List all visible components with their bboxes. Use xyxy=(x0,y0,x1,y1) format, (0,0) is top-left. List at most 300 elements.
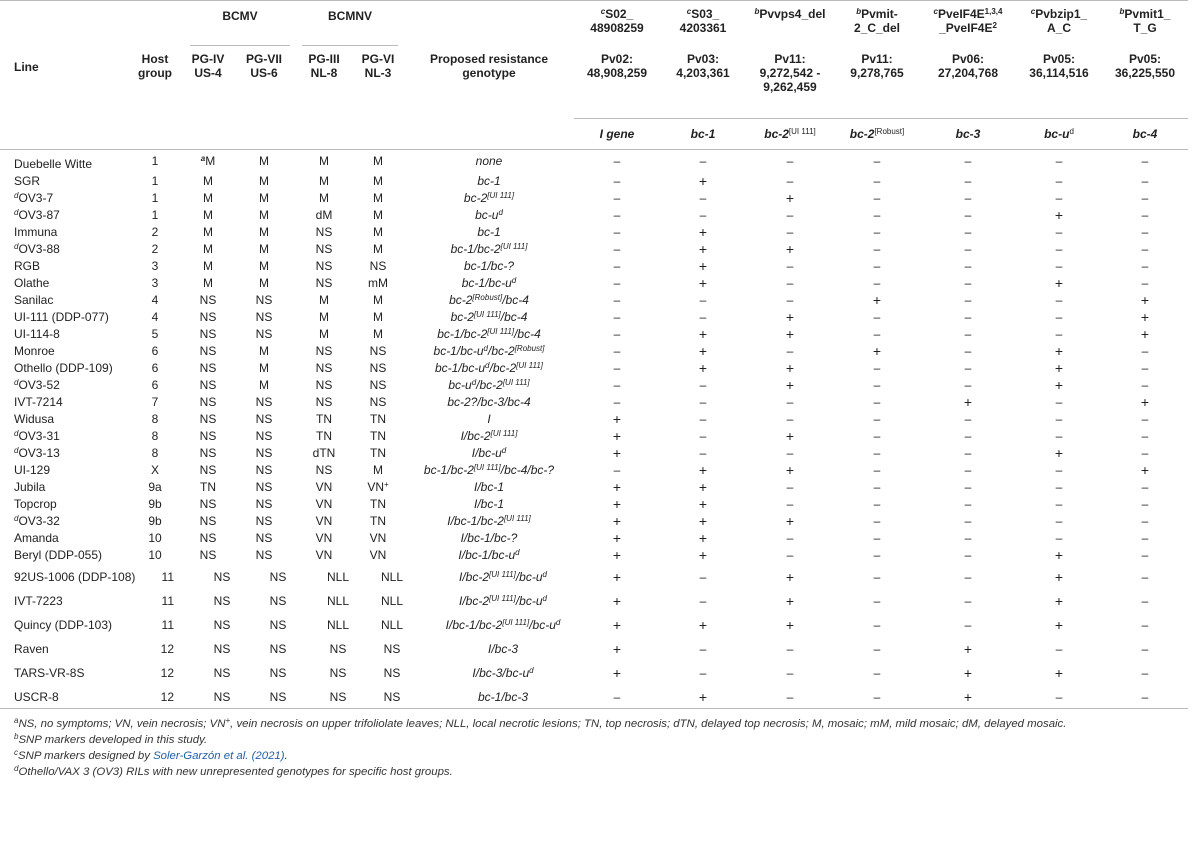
footnote-c: $^c$SNP markers designed by Soler-Garzón et al. (2021). xyxy=(14,748,288,762)
row-marker-5: – xyxy=(1055,153,1063,168)
row-marker-2: – xyxy=(786,445,794,460)
row-marker-6: – xyxy=(1141,153,1149,168)
table-row xyxy=(0,292,1188,309)
header-pathogroup-3: PG-VI NL-3 xyxy=(361,52,395,80)
header-gene-blank-6 xyxy=(404,118,574,149)
row-pathogroup-3: NLL xyxy=(380,617,403,632)
table-body xyxy=(0,149,1188,708)
row-marker-3: – xyxy=(873,224,881,239)
row-pathogroup-2: NS xyxy=(315,377,333,392)
row-pathogroup-2: NS xyxy=(315,258,333,273)
marker-gene-5: $bc-u^d$ xyxy=(1016,118,1102,149)
row-pathogroup-2: NS xyxy=(329,641,347,656)
table-row xyxy=(0,309,1188,326)
row-host-group: 8 xyxy=(151,445,159,460)
row-marker-2: + xyxy=(785,325,795,342)
row-marker-3: – xyxy=(873,496,881,511)
row-marker-3: – xyxy=(873,360,881,375)
marker-position-1: Pv03: 4,203,361 xyxy=(676,52,730,80)
row-marker-6: – xyxy=(1141,275,1149,290)
row-genotype: $I/bc-2[UI 111]/bc-u^d$ xyxy=(459,569,547,584)
row-marker-4: – xyxy=(964,153,972,168)
row-pathogroup-0: NS xyxy=(199,411,217,426)
table-row xyxy=(0,275,1188,292)
row-marker-0: – xyxy=(613,190,621,205)
table-row xyxy=(0,224,1188,241)
row-host-group: 1 xyxy=(151,207,159,222)
table-row xyxy=(0,258,1188,275)
row-pathogroup-3: mM xyxy=(368,275,388,290)
row-marker-3: – xyxy=(873,326,881,341)
row-marker-4: – xyxy=(964,360,972,375)
row-pathogroup-3: M xyxy=(373,241,383,256)
row-genotype: $bc-u^d/bc-2[UI 111]$ xyxy=(448,377,530,392)
row-marker-3: + xyxy=(872,291,882,308)
row-marker-6: + xyxy=(1140,393,1150,410)
row-marker-0: + xyxy=(612,512,622,529)
row-genotype: bc-1/bc-2[UI 111] xyxy=(450,241,528,256)
row-line: RGB xyxy=(14,258,41,273)
row-pathogroup-1: NS xyxy=(255,292,273,307)
row-host-group: 11 xyxy=(161,593,174,608)
row-marker-4: – xyxy=(964,513,972,528)
row-pathogroup-2: NS xyxy=(315,394,333,409)
row-pathogroup-1: NS xyxy=(232,684,296,709)
row-pathogroup-2: M xyxy=(319,326,329,341)
row-marker-5: + xyxy=(1054,342,1064,359)
row-line: Quincy (DDP-103) xyxy=(14,617,113,632)
header-gene-blank-5 xyxy=(352,118,404,149)
row-pathogroup-3: TN xyxy=(370,411,386,426)
row-marker-3: – xyxy=(873,309,881,324)
marker-position-3: Pv11: 9,278,765 xyxy=(850,52,904,80)
row-pathogroup-1: M xyxy=(259,190,269,205)
row-marker-0: + xyxy=(612,495,622,512)
row-line: UI-111 (DDP-077) xyxy=(14,309,109,324)
row-pathogroup-1: NS xyxy=(255,479,273,494)
row-marker-5: – xyxy=(1055,428,1063,443)
row-marker-1: – xyxy=(699,641,707,656)
header-pathogroup-0: PG-IV US-4 xyxy=(191,52,225,80)
row-pathogroup-0: NS xyxy=(199,547,217,562)
marker-gene-6: bc-4 xyxy=(1102,118,1188,149)
row-pathogroup-1: NS xyxy=(255,547,273,562)
row-genotype: $I/bc-u^d$ xyxy=(471,445,507,460)
row-marker-0: + xyxy=(612,546,622,563)
row-marker-1: – xyxy=(699,428,707,443)
row-marker-1: + xyxy=(698,616,708,633)
table-row xyxy=(0,684,1188,709)
row-genotype: I/bc-1 xyxy=(473,479,504,494)
row-pathogroup-2: NS xyxy=(296,684,352,709)
row-marker-6: – xyxy=(1141,190,1149,205)
table-row xyxy=(0,513,1188,530)
header-row-groups xyxy=(0,1,1188,24)
row-line: $^d$OV3-87 xyxy=(14,207,60,222)
row-pathogroup-1: NS xyxy=(255,326,273,341)
row-marker-0: – xyxy=(613,275,621,290)
row-marker-4: – xyxy=(964,593,972,608)
row-line: $^d$OV3-31 xyxy=(14,428,60,443)
header-gene-blank-1 xyxy=(126,118,184,149)
row-marker-4: – xyxy=(964,377,972,392)
row-marker-3: – xyxy=(873,479,881,494)
row-marker-0: – xyxy=(574,684,660,709)
row-marker-0: – xyxy=(613,326,621,341)
row-marker-2: + xyxy=(785,512,795,529)
row-marker-4: – xyxy=(964,496,972,511)
row-marker-3: – xyxy=(873,241,881,256)
row-marker-3: – xyxy=(873,593,881,608)
row-pathogroup-3: NS xyxy=(369,360,387,375)
table-row xyxy=(0,190,1188,207)
row-pathogroup-1: M xyxy=(259,258,269,273)
row-pathogroup-0: NS xyxy=(213,641,231,656)
row-host-group: 12 xyxy=(126,684,184,709)
header-line-top xyxy=(0,1,126,24)
row-pathogroup-2: VN xyxy=(315,530,333,545)
table-row xyxy=(0,660,1188,684)
row-pathogroup-0: NS xyxy=(199,343,217,358)
row-marker-4: – xyxy=(964,479,972,494)
marker-position-0: Pv02: 48,908,259 xyxy=(586,52,648,80)
row-host-group: 6 xyxy=(151,360,159,375)
row-pathogroup-0: NS xyxy=(199,445,217,460)
header-gene-blank-3 xyxy=(232,118,296,149)
row-host-group: 7 xyxy=(151,394,159,409)
row-pathogroup-2: NS xyxy=(315,224,333,239)
row-marker-2: – xyxy=(786,224,794,239)
row-pathogroup-2: TN xyxy=(316,428,332,443)
row-line: TARS-VR-8S xyxy=(14,665,85,680)
row-marker-1: + xyxy=(698,257,708,274)
row-host-group: 6 xyxy=(151,377,159,392)
row-marker-1: – xyxy=(699,665,707,680)
row-pathogroup-0: M xyxy=(203,224,213,239)
row-pathogroup-1: NS xyxy=(255,394,273,409)
row-line: $^d$OV3-88 xyxy=(14,241,60,256)
row-marker-5: + xyxy=(1054,206,1064,223)
row-marker-3: – xyxy=(873,411,881,426)
row-marker-3: – xyxy=(873,513,881,528)
row-marker-3: – xyxy=(873,190,881,205)
row-marker-4: – xyxy=(964,428,972,443)
row-marker-2: – xyxy=(786,173,794,188)
row-marker-1: – xyxy=(699,207,707,222)
table-row xyxy=(0,479,1188,496)
row-pathogroup-2: NS xyxy=(329,665,347,680)
row-pathogroup-3: TN xyxy=(370,428,386,443)
row-marker-1: – xyxy=(699,292,707,307)
row-pathogroup-3: TN xyxy=(370,445,386,460)
marker-gene-4: bc-3 xyxy=(920,118,1016,149)
row-marker-3: + xyxy=(872,342,882,359)
row-marker-3: – xyxy=(873,530,881,545)
row-marker-5: – xyxy=(1055,190,1063,205)
row-line: $^d$OV3-32 xyxy=(14,513,60,528)
row-host-group: 4 xyxy=(151,309,159,324)
table-row xyxy=(0,612,1188,636)
row-marker-2: – xyxy=(786,665,794,680)
row-marker-0: – xyxy=(613,258,621,273)
table-row xyxy=(0,173,1188,190)
row-pathogroup-2: M xyxy=(319,309,329,324)
row-pathogroup-0: NS xyxy=(213,569,231,584)
row-marker-1: + xyxy=(698,274,708,291)
marker-position-2: Pv11: 9,272,542 - 9,262,459 xyxy=(759,52,821,94)
header-spacer-c xyxy=(404,23,574,46)
row-marker-6: – xyxy=(1141,593,1149,608)
row-marker-1: – xyxy=(699,309,707,324)
footnote-d: $^d$Othello/VAX 3 (OV3) RILs with new unrepresented genotypes for specific host groups. xyxy=(14,764,453,778)
row-pathogroup-2: NLL xyxy=(326,617,349,632)
row-genotype: bc-2[Robust]/bc-4 xyxy=(449,292,529,307)
row-marker-2: + xyxy=(785,592,795,609)
row-host-group: 8 xyxy=(151,411,159,426)
row-pathogroup-0: NS xyxy=(199,360,217,375)
row-marker-0: + xyxy=(612,478,622,495)
row-genotype: I xyxy=(487,411,491,426)
row-marker-3: – xyxy=(873,394,881,409)
row-pathogroup-0: M xyxy=(203,173,213,188)
row-marker-2: – xyxy=(786,258,794,273)
row-marker-2: – xyxy=(786,411,794,426)
row-marker-5: – xyxy=(1055,309,1063,324)
row-pathogroup-1: NS xyxy=(255,496,273,511)
row-line: Jubila xyxy=(14,479,46,494)
table-row xyxy=(0,411,1188,428)
row-marker-4: – xyxy=(964,462,972,477)
header-pathogroup-2: PG-III NL-8 xyxy=(308,52,340,80)
row-pathogroup-3: M xyxy=(373,173,383,188)
row-line: 92US-1006 (DDP-108) xyxy=(14,569,136,584)
row-pathogroup-1: NS xyxy=(255,428,273,443)
row-pathogroup-2: NS xyxy=(315,241,333,256)
header-gene-blank-2 xyxy=(184,118,232,149)
header-bcmnv: BCMNV xyxy=(296,1,404,24)
table-row xyxy=(0,428,1188,445)
row-marker-4: – xyxy=(964,241,972,256)
row-marker-6: – xyxy=(1141,377,1149,392)
row-marker-6: – xyxy=(1141,258,1149,273)
row-genotype: bc-1/bc-3 xyxy=(404,684,574,709)
row-pathogroup-3: NS xyxy=(369,258,387,273)
row-marker-4: – xyxy=(964,309,972,324)
row-marker-6: – xyxy=(1141,617,1149,632)
row-host-group: 1 xyxy=(151,153,159,168)
marker-name-0: $^c$S02_ 48908259 xyxy=(574,1,660,47)
row-pathogroup-1: M xyxy=(259,360,269,375)
row-marker-0: – xyxy=(613,462,621,477)
row-line: IVT-7214 xyxy=(14,394,63,409)
row-pathogroup-1: NS xyxy=(269,593,287,608)
row-line: Topcrop xyxy=(14,496,57,511)
row-marker-5: – xyxy=(1055,479,1063,494)
row-marker-1: + xyxy=(660,684,746,709)
row-marker-2: + xyxy=(785,359,795,376)
row-marker-6: – xyxy=(1141,641,1149,656)
row-marker-2: – xyxy=(786,479,794,494)
row-pathogroup-3: NS xyxy=(369,377,387,392)
row-marker-0: – xyxy=(613,241,621,256)
row-pathogroup-2: NLL xyxy=(326,593,349,608)
row-genotype: $bc-u^d$ xyxy=(475,207,503,222)
row-marker-3: – xyxy=(873,275,881,290)
row-marker-4: – xyxy=(964,190,972,205)
row-marker-3: – xyxy=(873,207,881,222)
row-marker-4: – xyxy=(964,275,972,290)
row-marker-1: + xyxy=(698,325,708,342)
table-row xyxy=(0,360,1188,377)
row-marker-5: – xyxy=(1055,326,1063,341)
row-genotype: $bc-1/bc-u^d/bc-2[UI 111]$ xyxy=(435,360,543,375)
row-marker-5: – xyxy=(1055,394,1063,409)
table-row xyxy=(0,588,1188,612)
row-pathogroup-0: M xyxy=(203,258,213,273)
row-marker-0: – xyxy=(613,224,621,239)
row-marker-3: – xyxy=(873,445,881,460)
row-marker-0: – xyxy=(613,394,621,409)
header-spacer-a xyxy=(0,23,126,46)
row-genotype: I/bc-1/bc-2[UI 111] xyxy=(447,513,531,528)
row-marker-5: – xyxy=(1055,513,1063,528)
row-marker-2: – xyxy=(786,207,794,222)
row-marker-6: – xyxy=(1141,665,1149,680)
row-marker-1: + xyxy=(698,546,708,563)
row-host-group: 12 xyxy=(160,665,174,680)
row-marker-4: – xyxy=(964,547,972,562)
row-pathogroup-2: M xyxy=(319,173,329,188)
row-host-group: 9b xyxy=(148,513,162,528)
row-line: Monroe xyxy=(14,343,55,358)
header-host-group: Host group xyxy=(138,52,172,80)
row-marker-5: – xyxy=(1055,462,1063,477)
marker-name-4: $^cPveIF4E^{1,3,4}$ $\_PveIF4E^2$ xyxy=(920,1,1016,47)
row-genotype: bc-1/bc-? xyxy=(463,258,515,273)
row-marker-6: – xyxy=(1141,173,1149,188)
row-marker-1: + xyxy=(698,240,708,257)
row-pathogroup-2: NS xyxy=(315,275,333,290)
row-genotype: I/bc-2[UI 111] xyxy=(460,428,518,443)
row-marker-1: – xyxy=(699,569,707,584)
bcmnv-rule xyxy=(296,23,404,46)
row-pathogroup-0: NS xyxy=(213,665,231,680)
row-pathogroup-1: M xyxy=(259,207,269,222)
row-marker-0: + xyxy=(612,592,622,609)
row-pathogroup-0: NS xyxy=(184,684,232,709)
row-pathogroup-3: M xyxy=(373,207,383,222)
row-host-group: 9b xyxy=(148,496,162,511)
row-marker-2: – xyxy=(786,153,794,168)
row-marker-5: – xyxy=(1055,496,1063,511)
row-marker-0: + xyxy=(612,444,622,461)
row-marker-1: + xyxy=(698,512,708,529)
table-row xyxy=(0,462,1188,479)
row-pathogroup-3: VN+ xyxy=(367,479,389,494)
row-pathogroup-3: NS xyxy=(369,343,387,358)
row-marker-4: + xyxy=(963,664,973,681)
row-genotype: bc-1/bc-2[UI 111]/bc-4 xyxy=(437,326,541,341)
row-pathogroup-3: M xyxy=(373,309,383,324)
row-host-group: 8 xyxy=(151,428,159,443)
row-marker-6: – xyxy=(1141,479,1149,494)
row-pathogroup-3: TN xyxy=(370,513,386,528)
row-marker-4: – xyxy=(964,173,972,188)
footnote-b: $^b$SNP markers developed in this study. xyxy=(14,732,208,746)
row-pathogroup-1: NS xyxy=(255,445,273,460)
row-marker-4: – xyxy=(964,343,972,358)
row-marker-5: – xyxy=(1055,224,1063,239)
row-pathogroup-0: M xyxy=(203,241,213,256)
row-marker-1: – xyxy=(699,394,707,409)
row-marker-1: + xyxy=(698,461,708,478)
row-marker-1: – xyxy=(699,445,707,460)
table-row xyxy=(0,326,1188,343)
row-marker-6: + xyxy=(1140,308,1150,325)
row-marker-4: – xyxy=(964,569,972,584)
row-genotype: none xyxy=(475,153,503,168)
row-marker-2: + xyxy=(785,308,795,325)
row-pathogroup-2: M xyxy=(319,153,329,168)
row-marker-0: – xyxy=(613,153,621,168)
row-pathogroup-1: NS xyxy=(255,462,273,477)
marker-gene-0: I gene xyxy=(574,118,660,149)
row-marker-6: – xyxy=(1141,207,1149,222)
row-host-group: 4 xyxy=(151,292,159,307)
row-pathogroup-1: M xyxy=(259,343,269,358)
row-line: SGR xyxy=(14,173,41,188)
row-marker-5: – xyxy=(1055,258,1063,273)
row-pathogroup-2: dTN xyxy=(312,445,336,460)
row-line: $^d$OV3-7 xyxy=(14,190,54,205)
row-marker-6: – xyxy=(1141,547,1149,562)
row-pathogroup-3: NS xyxy=(383,665,401,680)
row-marker-3: – xyxy=(873,173,881,188)
row-genotype: I/bc-1/bc-? xyxy=(460,530,518,545)
row-marker-1: + xyxy=(698,359,708,376)
row-marker-4: + xyxy=(920,684,1016,709)
row-marker-1: + xyxy=(698,529,708,546)
row-marker-3: – xyxy=(834,684,920,709)
row-marker-1: + xyxy=(698,495,708,512)
row-marker-5: + xyxy=(1054,616,1064,633)
row-host-group: 1 xyxy=(151,173,159,188)
row-pathogroup-3: M xyxy=(373,326,383,341)
row-marker-5: – xyxy=(1055,292,1063,307)
row-host-group: 9a xyxy=(148,479,162,494)
row-marker-0: – xyxy=(613,360,621,375)
row-genotype: I/bc-3 xyxy=(487,641,518,656)
row-pathogroup-0: NS xyxy=(213,617,231,632)
row-pathogroup-1: NS xyxy=(255,530,273,545)
row-host-group: 6 xyxy=(151,343,159,358)
row-host-group: 12 xyxy=(160,641,174,656)
row-pathogroup-0: NS xyxy=(199,462,217,477)
row-genotype: $I/bc-1/bc-2[UI 111]/bc-u^d$ xyxy=(445,617,561,632)
row-pathogroup-1: M xyxy=(259,377,269,392)
citation-link[interactable]: Soler-Garzón et al. (2021) xyxy=(153,750,285,762)
row-marker-3: – xyxy=(873,547,881,562)
marker-name-6: $^b$Pvmit1_ T_G xyxy=(1102,1,1188,47)
row-line: $^d$OV3-13 xyxy=(14,445,60,460)
row-host-group: 1 xyxy=(151,190,159,205)
header-pathogroup-1: PG-VII US-6 xyxy=(245,52,282,80)
row-marker-2: – xyxy=(786,547,794,562)
row-marker-2: – xyxy=(786,292,794,307)
row-genotype: bc-1 xyxy=(477,224,501,239)
row-pathogroup-2: M xyxy=(319,190,329,205)
row-pathogroup-0: NS xyxy=(199,496,217,511)
